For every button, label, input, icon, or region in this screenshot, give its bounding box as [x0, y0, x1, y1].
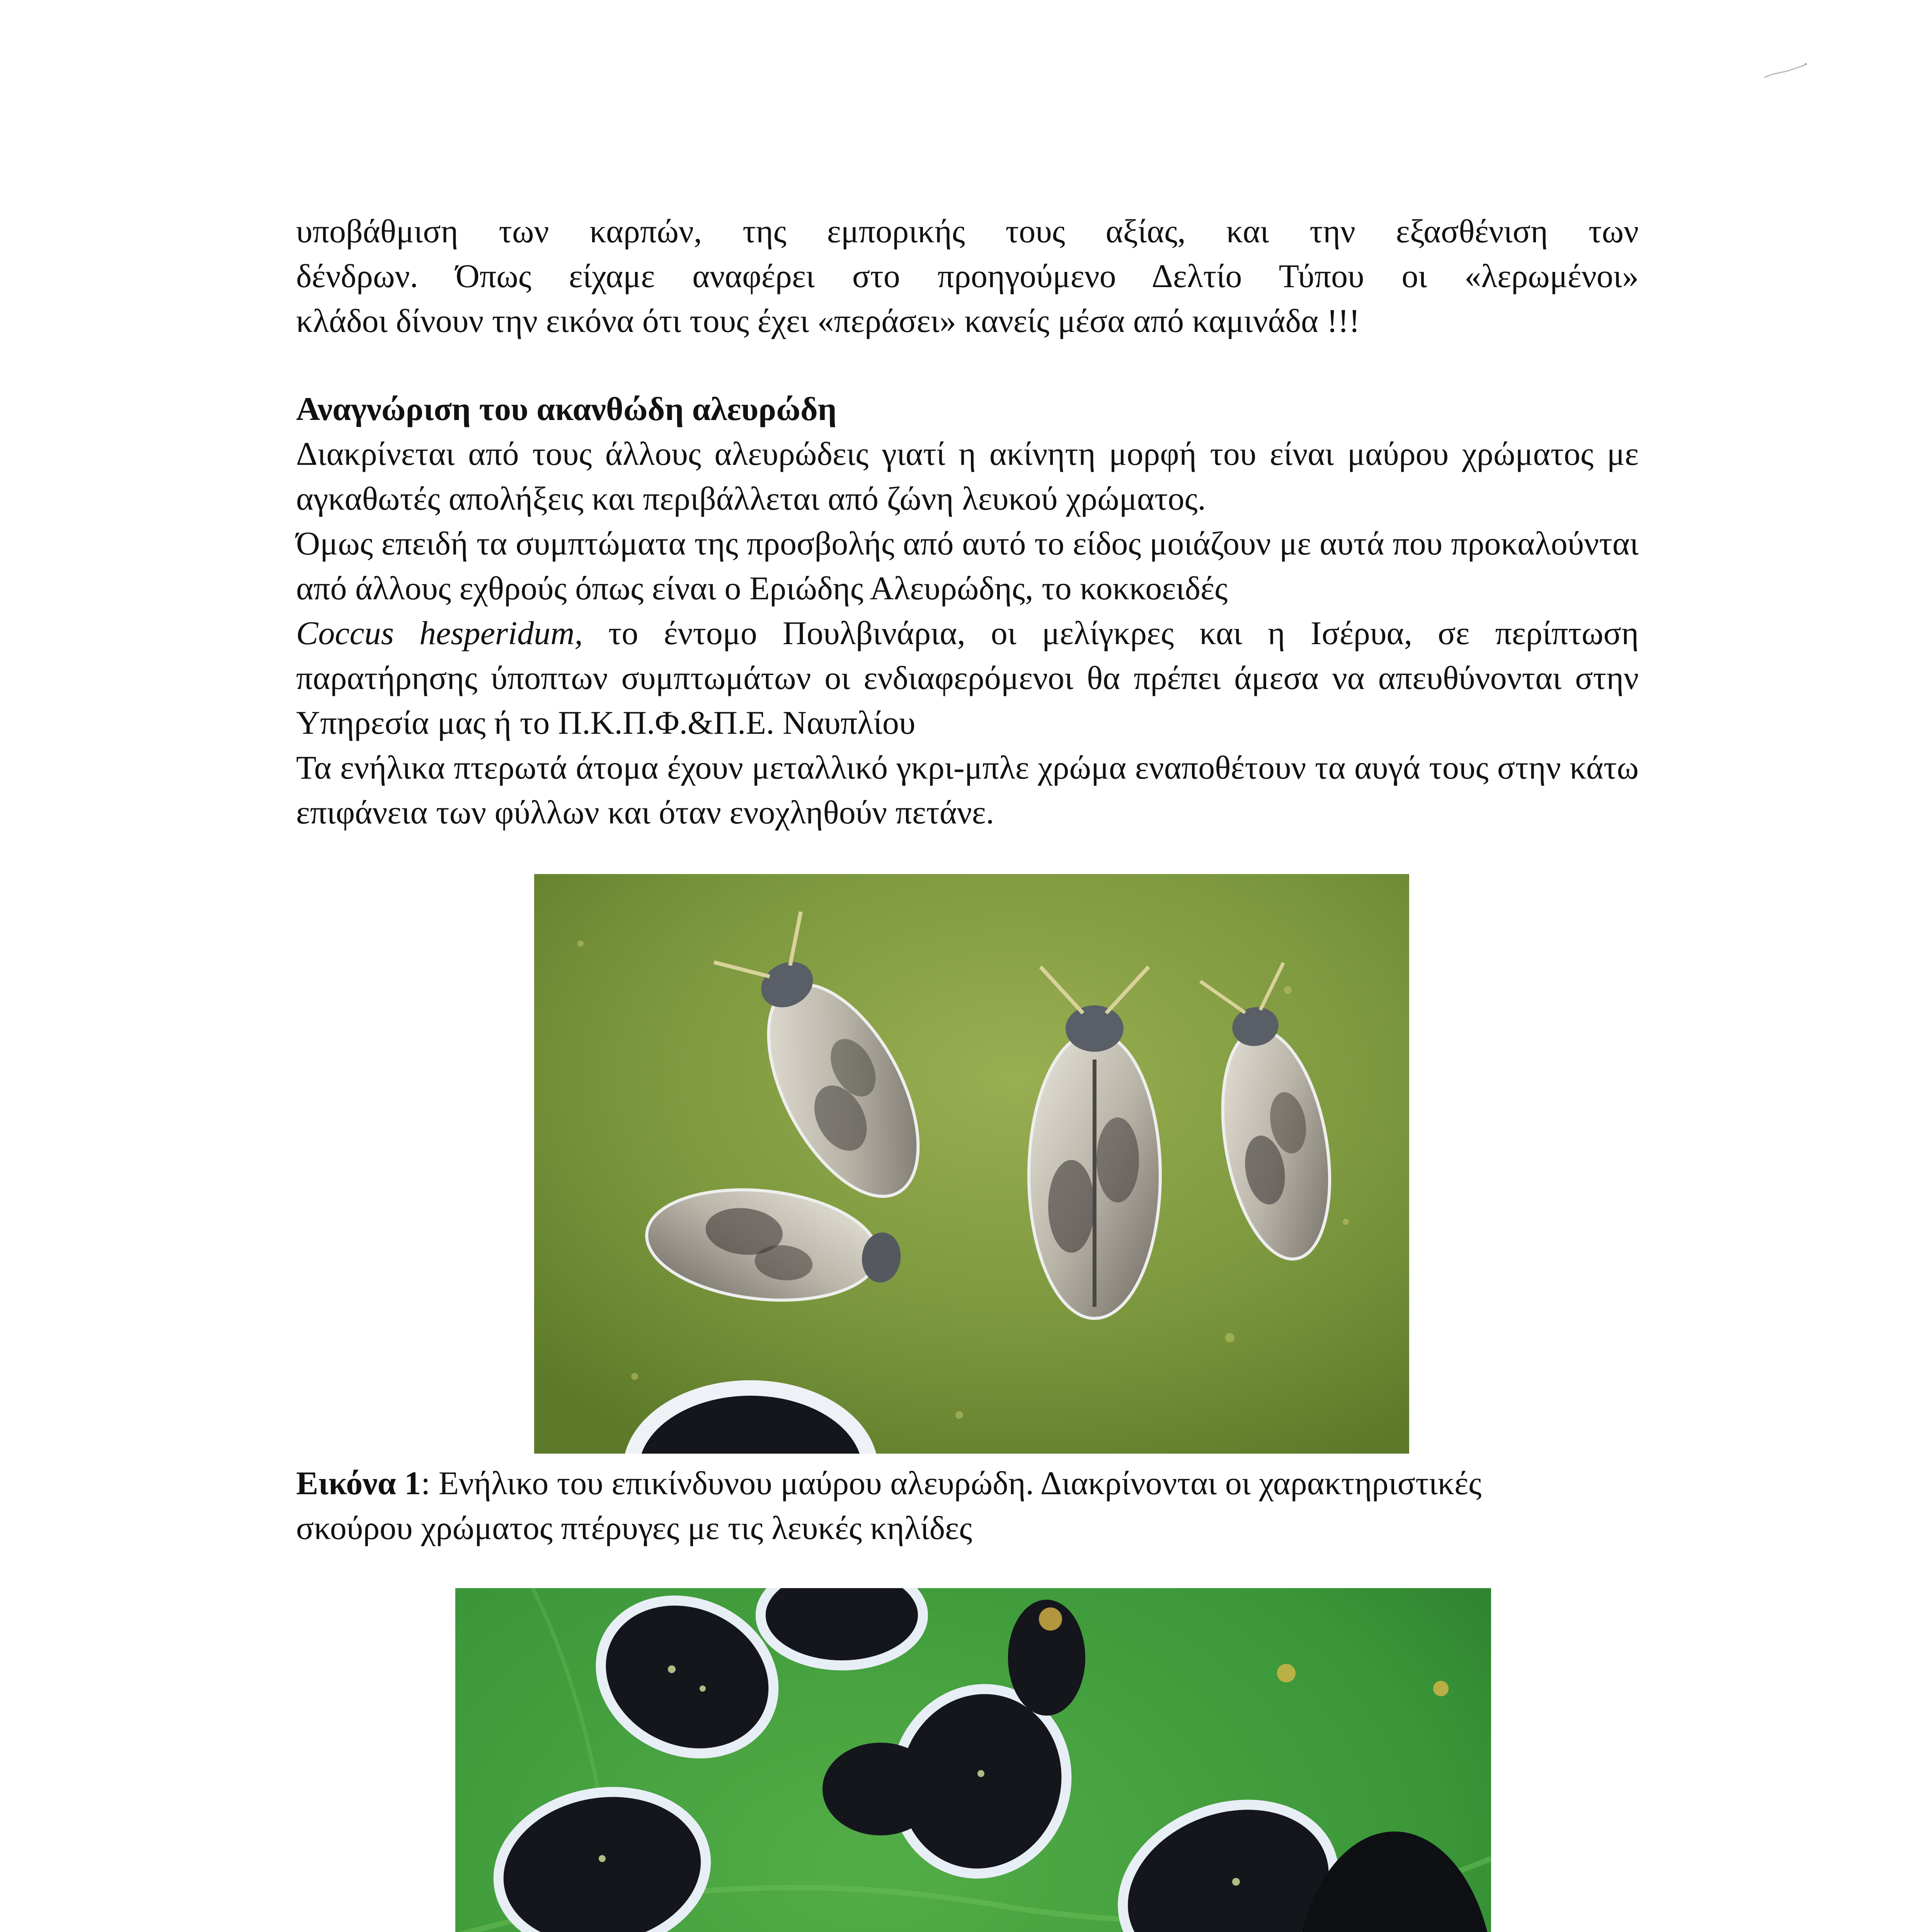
figure-1-caption-text: : Ενήλικο του επικίνδυνου μαύρου αλευρώδη. Διακρίνονται οι χαρακτηριστικές σκούρου χρώματος πτέρυγες με τις λευκές κηλίδες: [296, 1464, 1482, 1546]
whitefly-nymphs-photo: [455, 1588, 1491, 1932]
adult-whitefly-photo: [534, 874, 1409, 1454]
intro-paragraph: [296, 209, 1639, 343]
symptoms-text-end: το έντομο Πουλβινάρια, οι μελίγκρες και η Ισέρυα, σε περίπτωση παρατήρησης ύποπτων συμπτωμάτων οι ενδιαφερόμενοι θα πρέπει άμεσα να απευθύνονται στην Υπηρεσία μας ή το Π.Κ.Π.Φ.&Π.Ε. Ναυπλίου: [296, 614, 1639, 741]
species-name: Coccus hesperidum,: [296, 614, 583, 651]
figure-1-caption: [296, 1461, 1494, 1550]
scan-speck: [1762, 62, 1809, 81]
figure-1-label: Εικόνα 1: [296, 1464, 421, 1502]
intro-line-3: κλάδοι δίνουν την εικόνα ότι τους έχει «περάσει» κανείς μέσα από καμινάδα !!!: [296, 302, 1360, 339]
intro-line-1: υποβάθμιση των καρπών, της εμπορικής τους αξίας, και την εξασθένιση των: [296, 213, 1639, 250]
symptoms-text-start: Όμως επειδή τα συμπτώματα της προσβολής από αυτό το είδος μοιάζουν με αυτά που προκαλούνται από άλλους εχθρούς όπως είναι ο Εριώδης Αλευρώδης, το κοκκοειδές: [296, 525, 1639, 607]
description-paragraph: Διακρίνεται από τους άλλους αλευρώδεις γιατί η ακίνητη μορφή του είναι μαύρου χρώματος με αγκαθωτές απολήξεις και περιβάλλεται από ζώνη λευκού χρώματος.: [296, 435, 1639, 517]
section-heading: Αναγνώριση του ακανθώδη αλευρώδη: [296, 390, 837, 427]
identification-section: [296, 386, 1639, 835]
intro-line-2: δένδρων. Όπως είχαμε αναφέρει στο προηγούμενο Δελτίο Τύπου οι «λερωμένοι»: [296, 257, 1639, 294]
adults-paragraph: Τα ενήλικα πτερωτά άτομα έχουν μεταλλικό γκρι-μπλε χρώμα εναποθέτουν τα αυγά τους στην κάτω επιφάνεια των φύλλων και όταν ενοχληθούν πετάνε.: [296, 749, 1639, 831]
symptoms-paragraph: [296, 521, 1639, 745]
